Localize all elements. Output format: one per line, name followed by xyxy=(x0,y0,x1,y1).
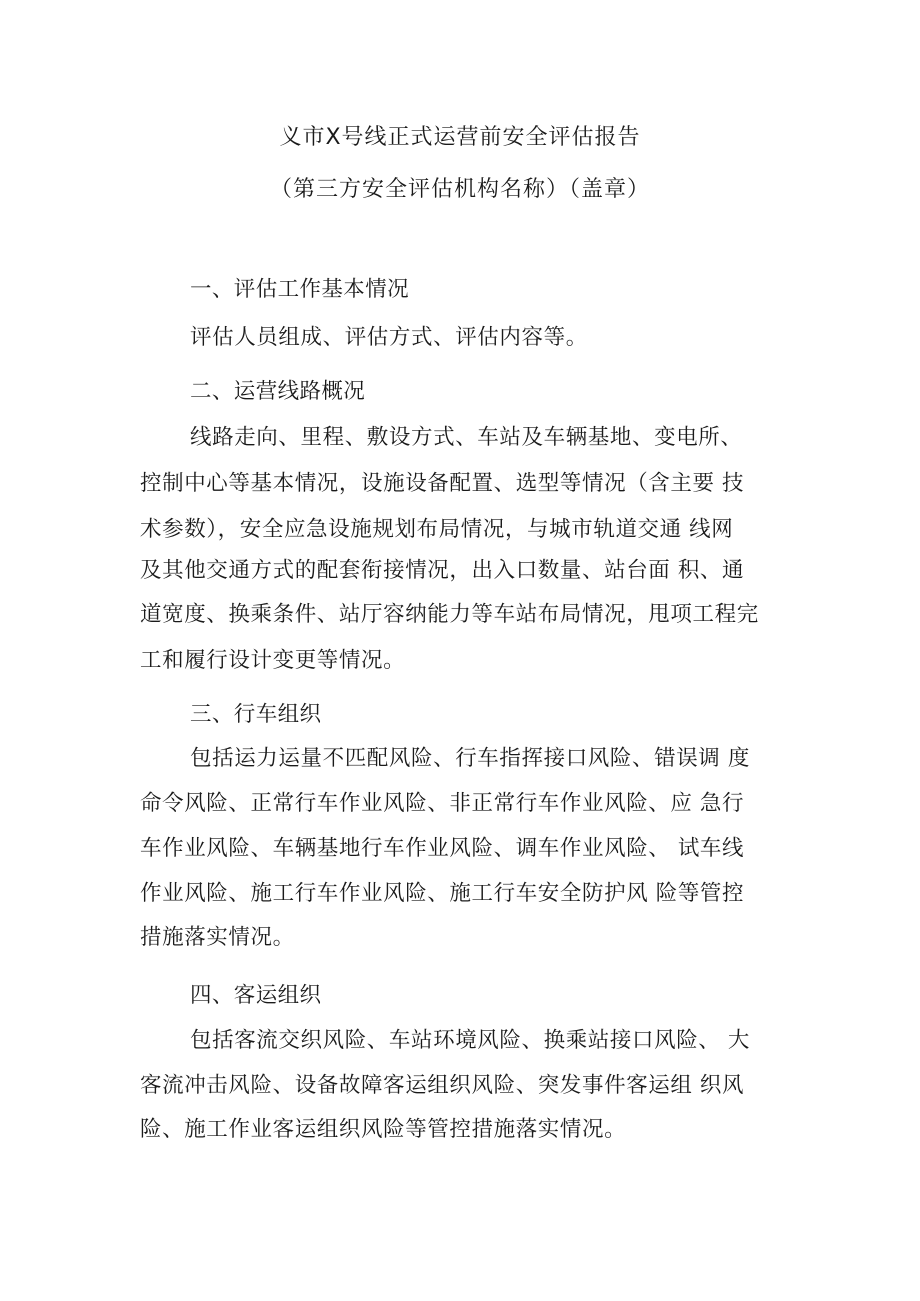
paragraph-line: 控制中心等基本情况，设施设备配置、选型等情况（含主要 技 xyxy=(140,471,745,496)
paragraph-line: 及其他交通方式的配套衔接情况，出入口数量、站台面 积、通 xyxy=(140,558,745,583)
paragraph-line: 道宽度、换乘条件、站厅容纳能力等车站布局情况，甩项工程完 xyxy=(140,602,759,627)
document-title: 义市X号线正式运营前安全评估报告 xyxy=(279,125,641,150)
paragraph-line: 险、施工作业客运组织风险等管控措施落实情况。 xyxy=(140,1117,627,1142)
paragraph-line: 线路走向、里程、敷设方式、车站及车辆基地、变电所、 xyxy=(190,425,743,450)
section-heading-2: 二、运营线路概况 xyxy=(190,379,366,404)
paragraph-line: 命令风险、正常行车作业风险、非正常行车作业风险、应 急行 xyxy=(140,791,745,816)
paragraph-line: 作业风险、施工行车作业风险、施工行车安全防护风 险等管控 xyxy=(140,881,745,906)
paragraph-line: 工和履行设计变更等情况。 xyxy=(140,648,406,673)
paragraph-line: 评估人员组成、评估方式、评估内容等。 xyxy=(190,325,588,350)
section-heading-4: 四、客运组织 xyxy=(190,983,322,1008)
paragraph-line: 包括运力运量不匹配风险、行车指挥接口风险、错误调 度 xyxy=(190,746,750,771)
paragraph-line: 包括客流交织风险、车站环境风险、换乘站接口风险、 大 xyxy=(190,1028,750,1053)
paragraph-line: 术参数），安全应急设施规划布局情况，与城市轨道交通 线网 xyxy=(140,517,734,542)
paragraph-line: 车作业风险、车辆基地行车作业风险、调车作业风险、 试车线 xyxy=(140,836,745,861)
paragraph-line: 客流冲击风险、设备故障客运组织风险、突发事件客运组 织风 xyxy=(140,1073,745,1098)
section-heading-3: 三、行车组织 xyxy=(190,702,322,727)
section-heading-1: 一、评估工作基本情况 xyxy=(190,277,410,302)
document-subtitle: （第三方安全评估机构名称）（盖章） xyxy=(269,177,650,202)
paragraph-line: 措施落实情况。 xyxy=(140,925,295,950)
